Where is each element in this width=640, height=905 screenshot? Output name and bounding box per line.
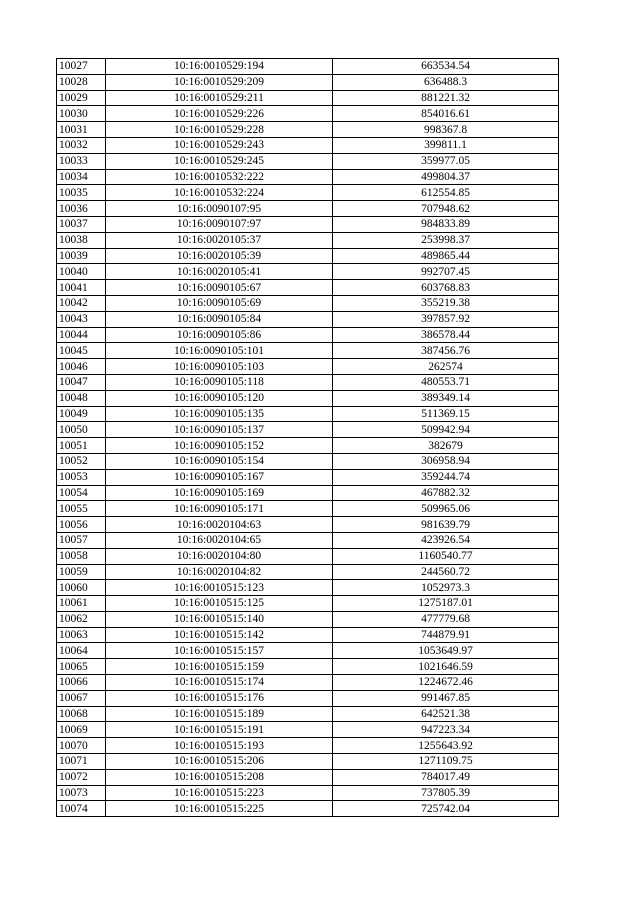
row-id-cell: 10055 [57, 501, 106, 517]
value-cell: 992707.45 [333, 264, 559, 280]
cadastral-number-cell: 10:16:0090105:84 [106, 311, 333, 327]
row-id-cell: 10027 [57, 59, 106, 75]
cadastral-number-cell: 10:16:0090105:86 [106, 327, 333, 343]
value-cell: 511369.15 [333, 406, 559, 422]
value-cell: 1160540.77 [333, 548, 559, 564]
row-id-cell: 10064 [57, 643, 106, 659]
row-id-cell: 10047 [57, 374, 106, 390]
cadastral-number-cell: 10:16:0010515:206 [106, 754, 333, 770]
table-row [57, 153, 559, 169]
table-row [57, 785, 559, 801]
row-id-cell: 10069 [57, 722, 106, 738]
row-id-cell: 10045 [57, 343, 106, 359]
table-row [57, 738, 559, 754]
cadastral-number-cell: 10:16:0090105:135 [106, 406, 333, 422]
value-cell: 1275187.01 [333, 596, 559, 612]
cadastral-number-cell: 10:16:0010532:224 [106, 185, 333, 201]
value-cell: 881221.32 [333, 90, 559, 106]
value-cell: 947223.34 [333, 722, 559, 738]
cadastral-number-cell: 10:16:0010529:245 [106, 153, 333, 169]
row-id-cell: 10065 [57, 659, 106, 675]
cadastral-number-cell: 10:16:0010515:176 [106, 690, 333, 706]
table-row [57, 754, 559, 770]
cadastral-number-cell: 10:16:0020105:39 [106, 248, 333, 264]
table-row [57, 59, 559, 75]
row-id-cell: 10054 [57, 485, 106, 501]
row-id-cell: 10050 [57, 422, 106, 438]
row-id-cell: 10072 [57, 769, 106, 785]
cadastral-number-cell: 10:16:0010515:125 [106, 596, 333, 612]
table-row [57, 643, 559, 659]
value-cell: 991467.85 [333, 690, 559, 706]
value-cell: 262574 [333, 359, 559, 375]
value-cell: 1052973.3 [333, 580, 559, 596]
value-cell: 612554.85 [333, 185, 559, 201]
table-row [57, 90, 559, 106]
cadastral-number-cell: 10:16:0020104:82 [106, 564, 333, 580]
row-id-cell: 10042 [57, 295, 106, 311]
table-row [57, 185, 559, 201]
table-row [57, 374, 559, 390]
table-row [57, 659, 559, 675]
table-row [57, 343, 559, 359]
table-row [57, 327, 559, 343]
table-row [57, 295, 559, 311]
row-id-cell: 10029 [57, 90, 106, 106]
table-row [57, 580, 559, 596]
data-table [56, 58, 559, 817]
row-id-cell: 10035 [57, 185, 106, 201]
table-row [57, 517, 559, 533]
value-cell: 707948.62 [333, 201, 559, 217]
row-id-cell: 10049 [57, 406, 106, 422]
row-id-cell: 10067 [57, 690, 106, 706]
row-id-cell: 10033 [57, 153, 106, 169]
row-id-cell: 10068 [57, 706, 106, 722]
table-row [57, 690, 559, 706]
cadastral-number-cell: 10:16:0010515:159 [106, 659, 333, 675]
value-cell: 998367.8 [333, 122, 559, 138]
value-cell: 480553.71 [333, 374, 559, 390]
cadastral-number-cell: 10:16:0090105:69 [106, 295, 333, 311]
value-cell: 1224672.46 [333, 675, 559, 691]
value-cell: 359977.05 [333, 153, 559, 169]
row-id-cell: 10048 [57, 390, 106, 406]
value-cell: 467882.32 [333, 485, 559, 501]
row-id-cell: 10036 [57, 201, 106, 217]
row-id-cell: 10059 [57, 564, 106, 580]
cadastral-number-cell: 10:16:0090107:97 [106, 216, 333, 232]
row-id-cell: 10062 [57, 611, 106, 627]
cadastral-number-cell: 10:16:0010515:189 [106, 706, 333, 722]
table-row [57, 801, 559, 817]
cadastral-number-cell: 10:16:0090105:171 [106, 501, 333, 517]
cadastral-number-cell: 10:16:0010515:157 [106, 643, 333, 659]
value-cell: 389349.14 [333, 390, 559, 406]
cadastral-number-cell: 10:16:0010515:140 [106, 611, 333, 627]
value-cell: 854016.61 [333, 106, 559, 122]
value-cell: 306958.94 [333, 453, 559, 469]
row-id-cell: 10073 [57, 785, 106, 801]
cadastral-number-cell: 10:16:0090107:95 [106, 201, 333, 217]
value-cell: 382679 [333, 438, 559, 454]
row-id-cell: 10030 [57, 106, 106, 122]
cadastral-number-cell: 10:16:0010515:123 [106, 580, 333, 596]
table-row [57, 675, 559, 691]
value-cell: 509942.94 [333, 422, 559, 438]
value-cell: 359244.74 [333, 469, 559, 485]
cadastral-number-cell: 10:16:0090105:101 [106, 343, 333, 359]
cadastral-number-cell: 10:16:0010515:208 [106, 769, 333, 785]
table-row [57, 390, 559, 406]
row-id-cell: 10063 [57, 627, 106, 643]
row-id-cell: 10031 [57, 122, 106, 138]
row-id-cell: 10041 [57, 280, 106, 296]
cadastral-number-cell: 10:16:0010515:225 [106, 801, 333, 817]
row-id-cell: 10051 [57, 438, 106, 454]
value-cell: 1271109.75 [333, 754, 559, 770]
value-cell: 603768.83 [333, 280, 559, 296]
cadastral-number-cell: 10:16:0010515:174 [106, 675, 333, 691]
cadastral-number-cell: 10:16:0090105:137 [106, 422, 333, 438]
value-cell: 253998.37 [333, 232, 559, 248]
table-row [57, 611, 559, 627]
row-id-cell: 10039 [57, 248, 106, 264]
table-row [57, 627, 559, 643]
table-row [57, 311, 559, 327]
cadastral-number-cell: 10:16:0090105:154 [106, 453, 333, 469]
value-cell: 984833.89 [333, 216, 559, 232]
value-cell: 477779.68 [333, 611, 559, 627]
cadastral-number-cell: 10:16:0090105:67 [106, 280, 333, 296]
row-id-cell: 10058 [57, 548, 106, 564]
value-cell: 244560.72 [333, 564, 559, 580]
row-id-cell: 10040 [57, 264, 106, 280]
value-cell: 499804.37 [333, 169, 559, 185]
row-id-cell: 10071 [57, 754, 106, 770]
table-row [57, 769, 559, 785]
table-row [57, 169, 559, 185]
value-cell: 663534.54 [333, 59, 559, 75]
value-cell: 642521.38 [333, 706, 559, 722]
table-row [57, 280, 559, 296]
table-row [57, 74, 559, 90]
table-row [57, 248, 559, 264]
value-cell: 636488.3 [333, 74, 559, 90]
table-row [57, 501, 559, 517]
value-cell: 509965.06 [333, 501, 559, 517]
cadastral-number-cell: 10:16:0090105:152 [106, 438, 333, 454]
cadastral-number-cell: 10:16:0020105:41 [106, 264, 333, 280]
row-id-cell: 10032 [57, 137, 106, 153]
table-row [57, 564, 559, 580]
table-row [57, 422, 559, 438]
cadastral-number-cell: 10:16:0090105:120 [106, 390, 333, 406]
value-cell: 386578.44 [333, 327, 559, 343]
value-cell: 1021646.59 [333, 659, 559, 675]
table-row [57, 201, 559, 217]
row-id-cell: 10046 [57, 359, 106, 375]
cadastral-number-cell: 10:16:0090105:103 [106, 359, 333, 375]
table-row [57, 106, 559, 122]
value-cell: 744879.91 [333, 627, 559, 643]
cadastral-number-cell: 10:16:0020104:63 [106, 517, 333, 533]
cadastral-number-cell: 10:16:0020105:37 [106, 232, 333, 248]
row-id-cell: 10037 [57, 216, 106, 232]
row-id-cell: 10061 [57, 596, 106, 612]
cadastral-number-cell: 10:16:0010529:243 [106, 137, 333, 153]
value-cell: 784017.49 [333, 769, 559, 785]
row-id-cell: 10038 [57, 232, 106, 248]
cadastral-number-cell: 10:16:0010515:142 [106, 627, 333, 643]
value-cell: 397857.92 [333, 311, 559, 327]
cadastral-number-cell: 10:16:0090105:118 [106, 374, 333, 390]
row-id-cell: 10052 [57, 453, 106, 469]
cadastral-number-cell: 10:16:0090105:167 [106, 469, 333, 485]
table-row [57, 532, 559, 548]
value-cell: 1053649.97 [333, 643, 559, 659]
cadastral-number-cell: 10:16:0010515:191 [106, 722, 333, 738]
cadastral-number-cell: 10:16:0010515:193 [106, 738, 333, 754]
table-row [57, 469, 559, 485]
row-id-cell: 10066 [57, 675, 106, 691]
row-id-cell: 10053 [57, 469, 106, 485]
row-id-cell: 10056 [57, 517, 106, 533]
table-row [57, 722, 559, 738]
table-body [57, 59, 559, 817]
cadastral-number-cell: 10:16:0010529:194 [106, 59, 333, 75]
table-row [57, 596, 559, 612]
row-id-cell: 10057 [57, 532, 106, 548]
value-cell: 387456.76 [333, 343, 559, 359]
row-id-cell: 10044 [57, 327, 106, 343]
table-row [57, 453, 559, 469]
value-cell: 489865.44 [333, 248, 559, 264]
value-cell: 399811.1 [333, 137, 559, 153]
value-cell: 1255643.92 [333, 738, 559, 754]
cadastral-number-cell: 10:16:0010515:223 [106, 785, 333, 801]
cadastral-number-cell: 10:16:0010529:228 [106, 122, 333, 138]
cadastral-number-cell: 10:16:0010532:222 [106, 169, 333, 185]
table-row [57, 232, 559, 248]
row-id-cell: 10043 [57, 311, 106, 327]
table-row [57, 548, 559, 564]
table-row [57, 216, 559, 232]
row-id-cell: 10034 [57, 169, 106, 185]
cadastral-number-cell: 10:16:0020104:65 [106, 532, 333, 548]
row-id-cell: 10074 [57, 801, 106, 817]
table-row [57, 406, 559, 422]
table-row [57, 359, 559, 375]
table-row [57, 264, 559, 280]
row-id-cell: 10070 [57, 738, 106, 754]
cadastral-number-cell: 10:16:0010529:211 [106, 90, 333, 106]
row-id-cell: 10060 [57, 580, 106, 596]
table-row [57, 485, 559, 501]
value-cell: 423926.54 [333, 532, 559, 548]
cadastral-number-cell: 10:16:0010529:226 [106, 106, 333, 122]
table-row [57, 438, 559, 454]
value-cell: 737805.39 [333, 785, 559, 801]
value-cell: 355219.38 [333, 295, 559, 311]
table-row [57, 137, 559, 153]
cadastral-number-cell: 10:16:0010529:209 [106, 74, 333, 90]
value-cell: 981639.79 [333, 517, 559, 533]
table-row [57, 122, 559, 138]
value-cell: 725742.04 [333, 801, 559, 817]
cadastral-number-cell: 10:16:0020104:80 [106, 548, 333, 564]
row-id-cell: 10028 [57, 74, 106, 90]
cadastral-number-cell: 10:16:0090105:169 [106, 485, 333, 501]
table-row [57, 706, 559, 722]
